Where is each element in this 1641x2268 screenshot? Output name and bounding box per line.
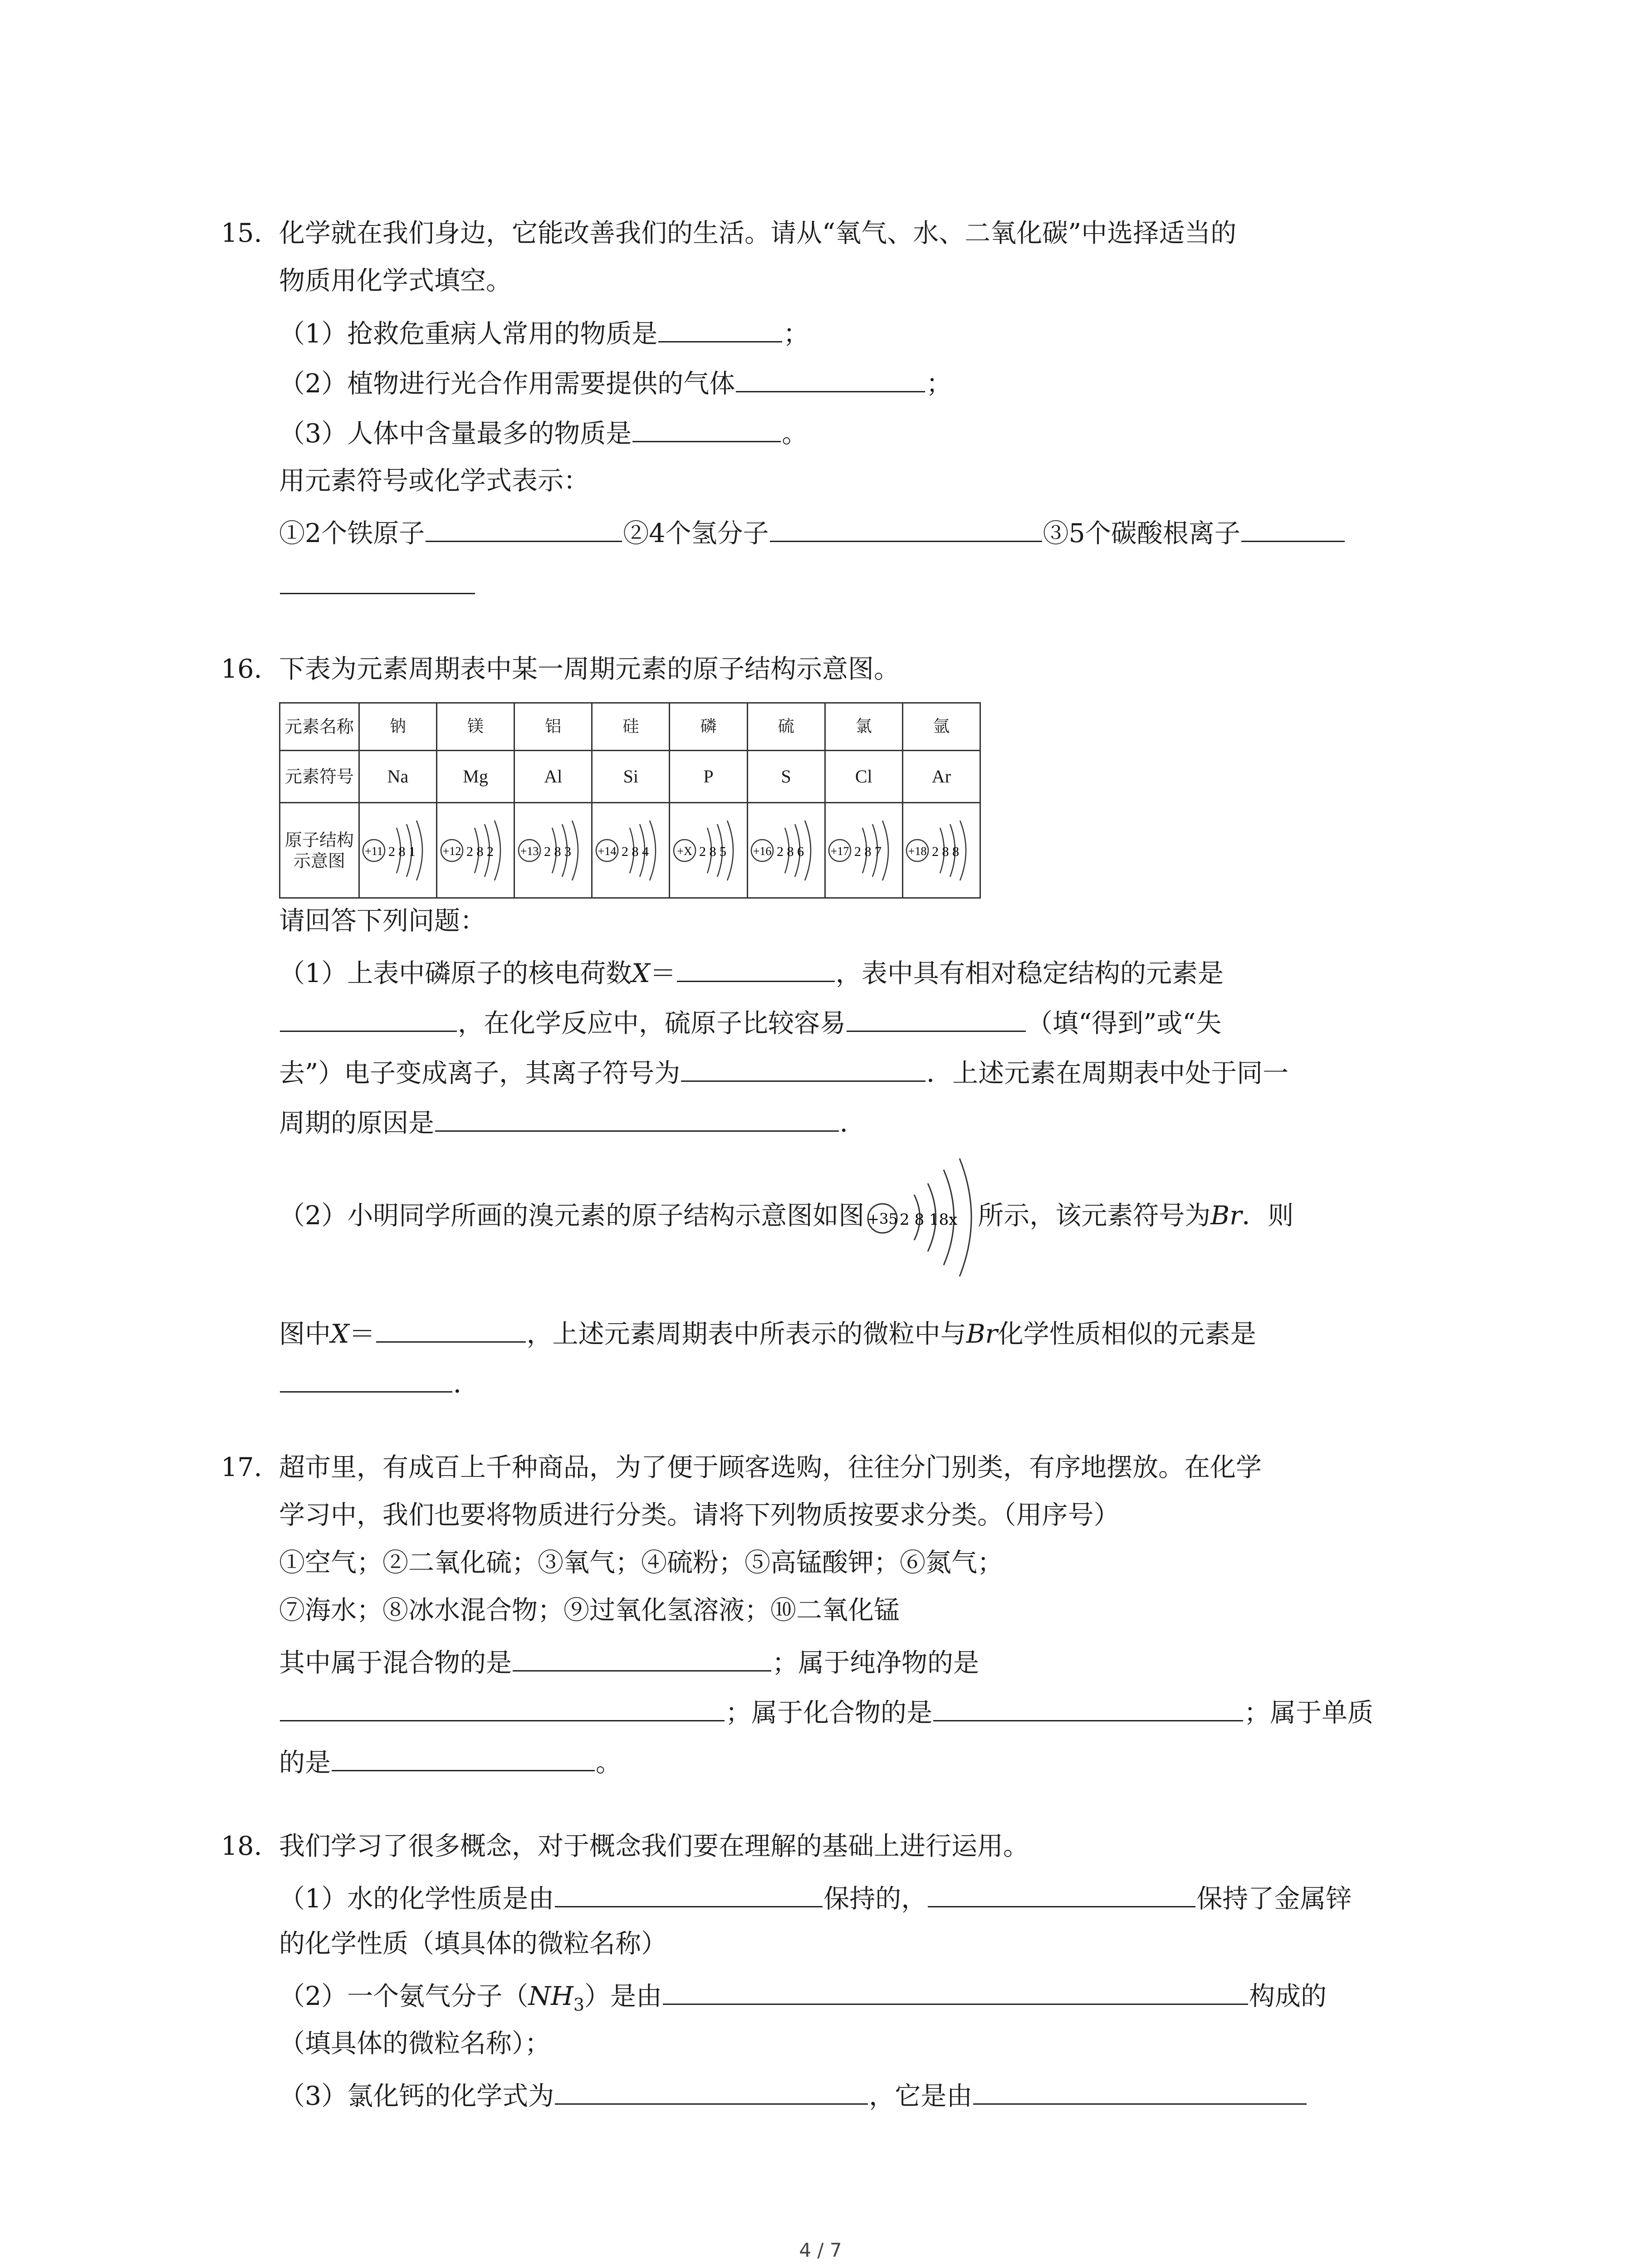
element-symbol-mg: Mg [436,751,514,803]
atom-diagram-al [514,803,592,898]
nucleus-label: +11 [365,844,383,858]
element-symbol-p: P [670,751,747,803]
q18-p1-line2: 的化学性质（填具体的微粒名称） [279,1929,667,1959]
q15-part3-end: 。 [782,419,808,449]
table-row-diagrams [280,803,980,898]
q16-prompt: 请回答下列问题： [279,906,486,936]
q16-b2-line [279,1313,1256,1352]
q15-s1: ①2个铁原子 [279,518,425,548]
q15-sub-title: 用元素符号或化学式表示： [279,466,589,496]
q16-b1-end: ．则 [1242,1201,1294,1231]
q15-s2: ②4个氢分子 [623,518,769,548]
q15-s1-blank[interactable] [426,513,622,542]
q17-ask3-head: 的是 [279,1748,331,1778]
q18-p1-tail: 保持了金属锌 [1196,1884,1352,1914]
q18-p3-head: （3）氯化钙的化学式为 [279,2081,554,2111]
q16-a4-end: ． [840,1108,866,1138]
q16-ion-symbol-blank[interactable] [681,1052,926,1082]
q18-p1-line [279,1878,1352,1917]
bromine-shell-label: 2 8 18x [900,1210,958,1229]
shell-label: 2 8 1 [388,844,416,859]
q16-b3-line [279,1363,479,1402]
q18-p2-close: ）是由 [584,1981,662,2011]
q15-s3-blank-continued [279,565,476,604]
shell-label: 2 8 4 [621,844,649,859]
shell-label: 2 8 5 [699,844,726,859]
atom-diagram-ar [902,803,980,898]
bromine-nucleus-label: +35 [867,1210,898,1227]
q18-zinc-blank[interactable] [928,1878,1195,1907]
q17-pure-blank[interactable] [280,1692,725,1721]
q16-a3-line [279,1052,1288,1091]
q18-p2-formula: NH [528,1981,573,2011]
q16-a1-text: （1）上表中磷原子的核电荷数 [279,958,632,988]
q16-b1-head: （2）小明同学所画的溴元素的原子结构示意图如图 [279,1201,865,1231]
nucleus-label: +18 [908,844,927,858]
q16-stable-element-blank[interactable] [280,1002,457,1032]
q18-p3-line [279,2075,1308,2114]
q16-a3-head: 去”）电子变成离子，其离子符号为 [279,1058,681,1088]
q16-sulfur-blank[interactable] [847,1002,1026,1032]
q16-a1-line [279,953,1224,992]
shell-label: 2 8 6 [777,844,804,859]
q15-part3-text: （3）人体中含量最多的物质是 [279,419,632,449]
q18-p2-line2-b: ； [524,2028,551,2058]
q17-items-line1: ①空气；②二氧化硫；③氧气；④硫粉；⑤高锰酸钾；⑥氮气； [279,1548,1003,1578]
nucleus-label: +13 [520,844,539,858]
q17-ask1-tail: ；属于纯净物的是 [772,1648,979,1678]
q17-ask1: 其中属于混合物的是 [279,1648,512,1678]
q18-p2-line2 [279,2025,551,2062]
q15-s3-blank[interactable] [1241,513,1345,542]
q15-number: 15. [221,218,262,248]
q17-compound-blank[interactable] [933,1692,1243,1721]
q16-b3-end: ． [453,1369,479,1399]
q17-element-blank[interactable] [332,1742,595,1771]
element-name-ar: 氩 [902,703,980,751]
q17-mixture-blank[interactable] [513,1642,771,1672]
q16-a4-line [279,1102,866,1141]
q16-b2-head: 图中 [279,1319,331,1349]
atom-diagram-cl [825,803,902,898]
q16-b2-tail: 化学性质相似的元素是 [997,1319,1256,1349]
q18-formula-blank[interactable] [555,2075,868,2105]
q15-symbols-line [279,513,1346,552]
element-symbol-s: S [747,751,825,803]
q15-part2 [279,363,952,402]
q15-s3: ③5个碳酸根离子 [1043,518,1240,548]
nucleus-label: +14 [598,844,617,858]
element-name-s: 硫 [747,703,825,751]
q18-p2-tail: 构成的 [1249,1981,1327,2011]
q18-p3-mid: ，它是由 [869,2081,973,2111]
q15-s2-blank[interactable] [770,513,1042,542]
nucleus-label: +17 [830,844,849,858]
q18-composition-blank[interactable] [973,2075,1307,2105]
shell-label: 2 8 8 [932,844,960,859]
element-symbol-na: Na [359,751,436,803]
table-row-symbols [280,751,980,803]
q15-line1: 化学就在我们身边，它能改善我们的生活。请从“氧气、水、二氧化碳”中选择适当的 [279,218,1237,248]
atom-diagram-mg [436,803,514,898]
q17-ask2-mid: ；属于化合物的是 [725,1698,932,1728]
q16-b2-mid: ，上述元素周期表中所表示的微粒中与 [526,1319,966,1349]
shell-label: 2 8 3 [544,844,571,859]
q15-part2-text: （2）植物进行光合作用需要提供的气体 [279,369,735,399]
q18-number: 18. [221,1831,262,1861]
bromine-atom-diagram [864,1199,978,1236]
q15-part1-text: （1）抢救危重病人常用的物质是 [279,319,658,349]
q17-ask2-tail: ；属于单质 [1244,1698,1373,1728]
q16-reason-blank[interactable] [435,1102,839,1132]
shell-label: 2 8 7 [854,844,882,859]
q17-ask3-line [279,1742,622,1781]
element-symbol-si: Si [592,751,670,803]
q16-a2-line [279,1002,1221,1041]
atom-diagram-si [592,803,670,898]
q17-number: 17. [221,1452,262,1482]
q16-intro: 下表为元素周期表中某一周期元素的原子结构示意图。 [279,654,900,684]
q17-ask2-line [279,1692,1373,1731]
q18-p1-mid: 保持的， [823,1884,927,1914]
q18-line1: 我们学习了很多概念，对于概念我们要在理解的基础上进行运用。 [279,1831,1029,1861]
q16-b1-sym: Br [1210,1201,1242,1231]
element-symbol-ar: Ar [902,751,980,803]
q15-part1 [279,313,809,352]
q16-a1-tail: ，表中具有相对稳定结构的元素是 [835,958,1224,988]
nucleus-label: +X [677,844,692,858]
q16-a4-head: 周期的原因是 [279,1108,434,1138]
q18-p2-line [279,1975,1327,2023]
atom-diagram-na [359,803,436,898]
element-name-al: 铝 [514,703,592,751]
q17-ask1-line [279,1642,979,1681]
row-header-symbol: 元素符号 [280,751,359,803]
q18-ammonia-blank[interactable] [663,1975,1248,2005]
row-header-name: 元素名称 [280,703,359,751]
q16-x-blank[interactable] [376,1313,526,1343]
q17-line1: 超市里，有成百上千种商品，为了便于顾客选购，往往分门别类，有序地摆放。在化学 [279,1452,1262,1482]
q16-a1-var: X [632,958,650,988]
atom-diagram-s [747,803,825,898]
q16-a3-tail: ．上述元素在周期表中处于同一 [926,1058,1289,1088]
atom-diagram-p [670,803,747,898]
element-name-si: 硅 [592,703,670,751]
row-header-diagram: 原子结构示意图 [280,803,359,898]
q16-a1-blank[interactable] [677,953,835,982]
q15-s3-blank-2[interactable] [280,565,475,594]
q15-part3 [279,413,808,452]
nucleus-label: +16 [753,844,772,858]
element-name-mg: 镁 [436,703,514,751]
table-row-names [280,703,980,751]
q17-line2: 学习中，我们也要将物质进行分类。请将下列物质按要求分类。（用序号） [279,1500,1120,1530]
q18-p1-head: （1）水的化学性质是由 [279,1884,554,1914]
q16-a1-eq: ＝ [650,958,676,988]
element-symbol-cl: Cl [825,751,902,803]
q17-ask3-end: 。 [596,1748,622,1778]
q16-b1-line [279,1198,1293,1236]
q15-part3-blank[interactable] [632,413,781,442]
q16-number: 16. [221,654,262,684]
q16-a2-mid: ，在化学反应中，硫原子比较容易 [458,1008,846,1038]
q16-similar-element-blank[interactable] [280,1363,452,1393]
q18-water-blank[interactable] [555,1878,823,1907]
q16-b2-sym: Br [966,1319,998,1349]
element-name-na: 钠 [359,703,436,751]
q16-b2-var: X [331,1319,349,1349]
q16-b1-tail: 所示，该元素符号为 [978,1201,1211,1231]
page-number: 4 / 7 [799,2239,842,2261]
q18-p2-head: （2）一个氨气分子（ [279,1981,529,2011]
periodic-table [279,702,981,899]
q15-part2-blank[interactable] [736,363,925,392]
element-symbol-al: Al [514,751,592,803]
element-name-cl: 氯 [825,703,902,751]
nucleus-label: +12 [442,844,461,858]
q17-items-line2: ⑦海水；⑧冰水混合物；⑨过氧化氢溶液；⑩二氧化锰 [279,1595,900,1625]
q15-line2: 物质用化学式填空。 [279,266,512,296]
element-name-p: 磷 [670,703,747,751]
q18-p2-subscript: 3 [573,1994,585,2015]
q16-b2-eq: ＝ [349,1319,375,1349]
q15-part1-end: ； [783,319,809,349]
q18-p2-line2-a: （填具体的微粒名称） [279,2028,525,2058]
q15-part2-end: ； [926,369,952,399]
shell-label: 2 8 2 [466,844,494,859]
q16-a2-tail: （填“得到”或“失 [1027,1008,1222,1038]
q15-part1-blank[interactable] [658,313,782,342]
